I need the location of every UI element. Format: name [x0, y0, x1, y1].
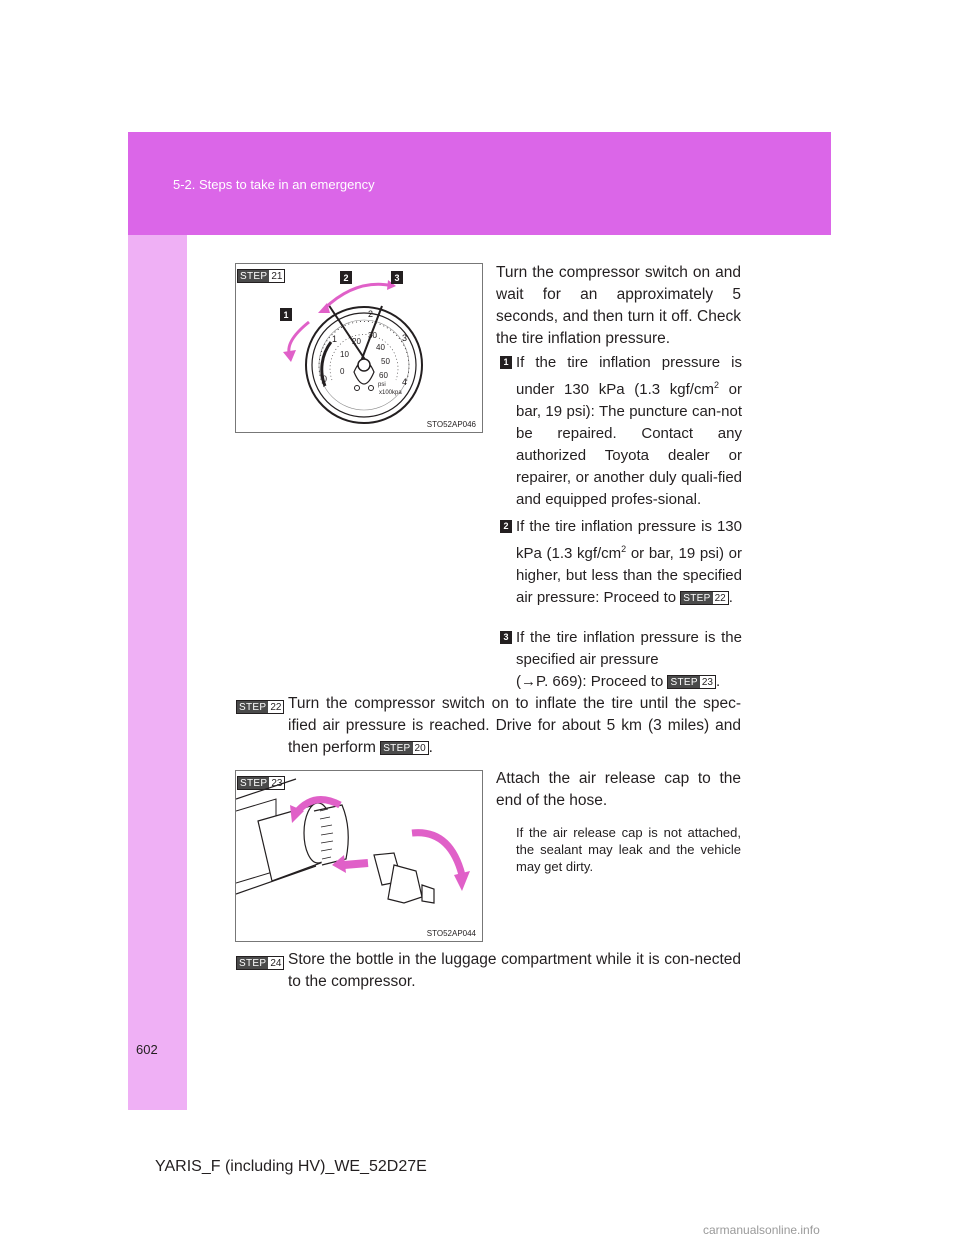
watermark: carmanualsonline.info — [703, 1223, 820, 1237]
callout-2: 2 — [343, 273, 349, 283]
item-text-cont: (→P. 669): Proceed to — [516, 673, 664, 690]
tick-label: 0 — [322, 374, 328, 384]
step21-item-2: 2 If the tire inflation pressure is 130 kPa (1.3 kgf/$cm^2$ or bar, 19 psi) or higher, but less than the specified air pressure: Proceed to STEP 22 . — [500, 516, 742, 609]
tick-label: 20 — [352, 337, 361, 346]
tick-label: 60 — [379, 371, 388, 380]
pressure-gauge-figure — [235, 263, 483, 433]
item-text: If the tire inflation pressure is the specified air pressure — [516, 629, 742, 668]
tick-label: 50 — [381, 357, 390, 366]
item-text-cont: or bar, 19 psi): The puncture can-not be repaired. Contact any authorized Toyota dealer or repairer, or another duly quali-fied and equipped profes-sional. — [516, 381, 742, 508]
step-badge: STEP 24 — [236, 956, 284, 970]
item-text: If the tire inflation pressure is under 130 kPa (1.3 kgf/cm — [516, 354, 742, 398]
step-ref-badge[interactable]: STEP 20 — [380, 741, 428, 755]
tick-label: 30 — [368, 331, 377, 340]
marker-box: 3 — [500, 631, 512, 644]
sidebar-tab — [128, 235, 187, 1110]
marker-box: 2 — [500, 520, 512, 533]
step-ref-badge[interactable]: STEP 22 — [680, 591, 728, 605]
item-text-cont: or bar, 19 psi) or higher, but less than the specified air pressure: Proceed to — [516, 545, 742, 606]
callout-1: 1 — [283, 310, 289, 320]
air-release-cap-figure — [235, 770, 483, 942]
unit-psi: psi — [378, 382, 386, 388]
tick-label: 40 — [376, 343, 385, 352]
section-title: 5-2. Steps to take in an emergency — [173, 177, 375, 192]
superscript: 2 — [713, 380, 719, 390]
page-number: 602 — [136, 1042, 158, 1057]
step21-item-3: 3 If the tire inflation pressure is the specified air pressure (→P. 669): Proceed to STEP 23 . — [500, 627, 742, 693]
superscript: 2 — [621, 544, 627, 554]
step22-text: Turn the compressor switch on to inflate the tire until the spec-ified air pressure is reached. Drive for about 5 km (3 miles) and then perform STEP 20 . — [288, 695, 741, 756]
marker-box: 1 — [500, 356, 512, 369]
unit-kpa: x100kpa — [379, 390, 402, 396]
document-footer: YARIS_F (including HV)_WE_52D27E — [155, 1158, 427, 1175]
step21-item-1 — [500, 352, 742, 511]
callout-3: 3 — [394, 273, 400, 283]
step23-note: If the air release cap is not attached, the sealant may leak and the vehicle may get dirty. — [516, 825, 741, 874]
tick-label: 0 — [340, 367, 345, 376]
tick-label: 3 — [402, 333, 408, 343]
step-ref-badge[interactable]: STEP 23 — [667, 675, 715, 689]
tick-label: 1 — [332, 334, 338, 344]
pressure-gauge-illustration — [236, 264, 482, 432]
figure-code: STO52AP044 — [426, 929, 476, 938]
hose-cap-illustration — [236, 771, 482, 941]
tick-label: 4 — [402, 377, 408, 387]
step-badge: STEP 23 — [237, 776, 285, 790]
step-badge: STEP 21 — [237, 269, 285, 283]
figure-code: STO52AP046 — [426, 420, 476, 429]
tick-label: 10 — [340, 350, 349, 359]
step21-intro: Turn the compressor switch on and wait for an approximately 5 seconds, and then turn it off. Check the tire inflation pressure. — [496, 264, 741, 347]
step-badge: STEP 22 — [236, 700, 284, 714]
item-text: If the tire inflation pressure is 130 kPa (1.3 kgf/cm — [516, 518, 742, 562]
step24-text: Store the bottle in the luggage compartment while it is con-nected to the compressor. — [288, 951, 741, 990]
step23-intro: Attach the air release cap to the end of the hose. — [496, 770, 741, 809]
tick-label: 2 — [368, 309, 374, 319]
